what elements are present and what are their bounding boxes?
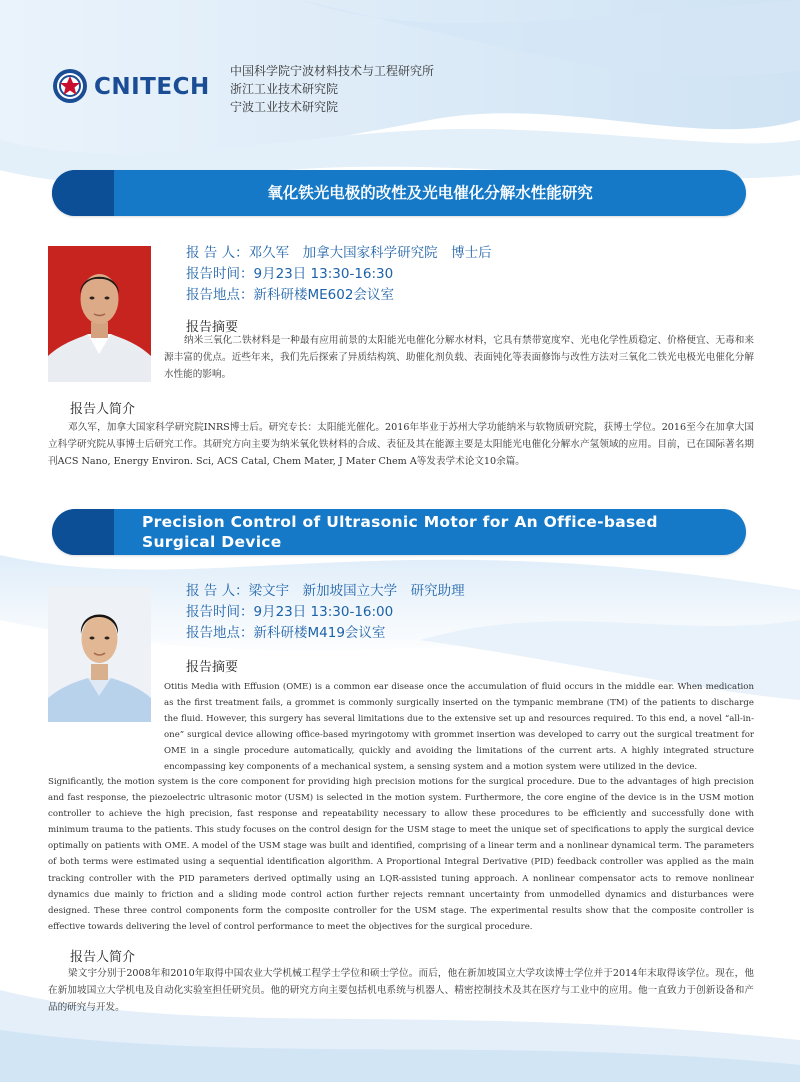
talk1-title: 氧化铁光电极的改性及光电催化分解水性能研究 xyxy=(267,184,593,202)
talk1-location: 报告地点：新科研楼ME602会议室 xyxy=(186,287,394,303)
talk2-bio: 梁文宇分别于2008年和2010年取得中国农业大学机械工程学士学位和硕士学位。而后，他在新加坡国立大学攻读博士学位并于2014年末取得该学位。现在，他在新加坡国立大学机电及自动化实验室担任研究员。他的研究方向主要包括机电系统与机器人、精密控制技术及其在医疗与工业中的应用。他一直致力于创新设备和产品的研究与开发。 xyxy=(48,968,754,1013)
talk1-time: 报告时间：9月23日 13:30-16:30 xyxy=(186,266,394,282)
institution-list xyxy=(230,62,434,116)
talk1-info xyxy=(186,243,492,306)
talk1-abstract-heading: 报告摘要 xyxy=(186,320,239,335)
talk2-info xyxy=(186,581,465,644)
talk1-abstract: 纳米三氧化二铁材料是一种最有应用前景的太阳能光电催化分解水材料，它具有禁带宽度窄、光电化学性质稳定、价格便宜、无毒和来源丰富的优点。近些年来，我们先后探索了异质结构筑、助催化剂负载、表面钝化等表面修饰与改性方法对三氧化二铁光电极光电催化分解水性能的影响。 xyxy=(164,335,754,380)
talk1-bio: 邓久军，加拿大国家科学研究院INRS博士后。研究专长：太阳能光催化。2016年毕业于苏州大学功能纳米与软物质研究院，获博士学位。2016至今在加拿大国立科学研究院从事博士后研究工作。其研究方向主要为纳米氧化铁材料的合成、表征及其在能源主要是太阳能光电催化分解水产氢领域的应用。目前，已在国际著名期刊ACS Nano, Energy Environ. Sci, ACS Catal, Chem Mater, J Mater Chem A等发表学术论文10余篇。 xyxy=(48,422,754,467)
institute-emblem-icon xyxy=(52,68,88,104)
talk2-abstract-paragraph-1 xyxy=(48,679,754,776)
title-bar-cap xyxy=(52,170,114,216)
cnitech-logo xyxy=(52,66,222,110)
institution-name: 宁波工业技术研究院 xyxy=(230,100,339,114)
title-bar-cap xyxy=(52,509,114,555)
speaker2-line: 报 告 人：梁文宇 新加坡国立大学 研究助理 xyxy=(186,583,465,599)
talk2-title: Precision Control of Ultrasonic Motor for An Office-based Surgical Device xyxy=(142,513,658,551)
speaker1-line: 报 告 人：邓久军 加拿大国家科学研究院 博士后 xyxy=(186,245,492,261)
talk2-title-bar xyxy=(52,509,746,555)
speaker1-photo xyxy=(48,246,151,382)
talk2-abstract-paragraph-2: Significantly, the motion system is the core component for providing high precision motions for the surgical procedure. Due to the advantages of high precision and fast response, the piezoelectric ultrasonic motor (USM) is selected in the motion system. Furthermore, the core engine of the device is in the USM motion controller to achieve the high precision, fast response and repeatability necessary to allow these procedures to be efficiently and successfully done with minimum trauma to the patients. This study focuses on the control design for the USM stage to meet the unique set of specifications to apply the surgical device optimally on patients with OME. A model of the USM stage was built and identified, comprising of a linear term and a nonlinear dynamical term. The parameters of both terms were estimated using a sequential identification algorithm. A Proportional Integral Derivative (PID) feedback controller was applied as the main tracking controller with the PID parameters derived optimally using an LQR-assisted tuning approach. A nonlinear compensator acts to remove nonlinear dynamics due mainly to friction and a sliding mode control action further rejects remnant uncertainty from unmodelled dynamics and disturbances were designed. These three control components form the composite controller for the USM stage. The experimental results show that the composite controller is effective towards delivering the level of control performance to meet the objectives for the surgical procedure. xyxy=(48,777,754,932)
institution-name: 浙江工业技术研究院 xyxy=(230,82,339,96)
talk2-location: 报告地点：新科研楼M419会议室 xyxy=(186,625,386,641)
logo-wordmark: CNITECH xyxy=(94,74,210,100)
talk2-bio-heading: 报告人简介 xyxy=(70,950,136,965)
institution-name: 中国科学院宁波材料技术与工程研究所 xyxy=(230,64,435,78)
talk2-time: 报告时间：9月23日 13:30-16:00 xyxy=(186,604,394,620)
talk2-abstract-heading: 报告摘要 xyxy=(186,660,239,675)
talk2-abstract-text-1: Otitis Media with Effusion (OME) is a common ear disease once the accumulation of fluid occurs in the middle ear. When medication as the first treatment fails, a grommet is commonly surgically inserted on the tympanic membrane (TM) of the patients to discharge the fluid. However, this surgery has several limitations due to the extensive set up and resources required. To this end, a novel “all-in-one” surgical device allowing office-based myringotomy with grommet insertion was developed to carry out the surgical treatment for OME in a single procedure automatically, quickly and avoiding the limitations of the current arts. A highly integrated structure encompassing key components of a mechanical system, a sensing system and a motion system were utilized in the device. xyxy=(164,682,754,773)
talk1-title-bar xyxy=(52,170,746,216)
talk1-bio-heading: 报告人简介 xyxy=(70,402,136,417)
